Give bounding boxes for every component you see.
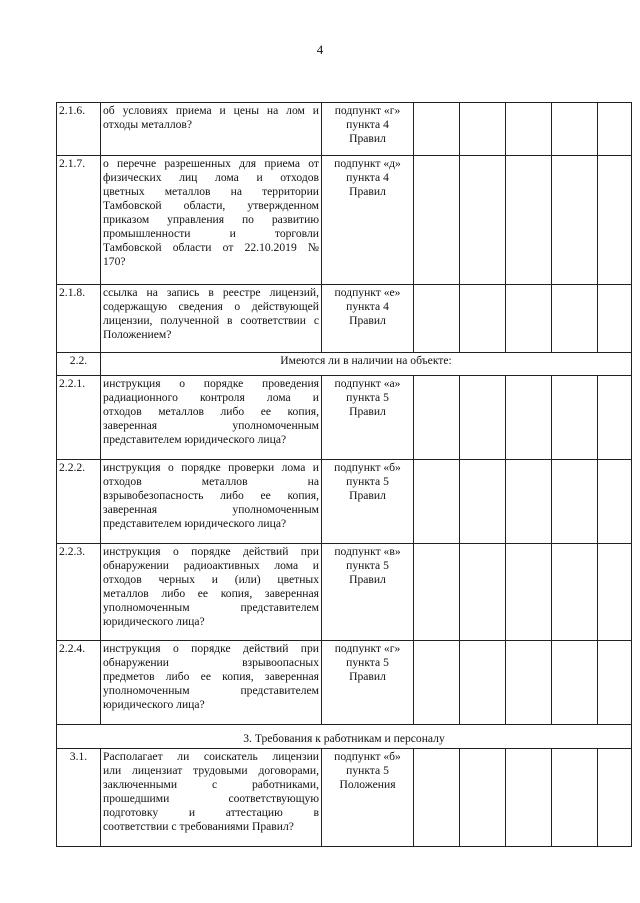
item-question <box>101 749 322 847</box>
answer-cell <box>552 749 598 847</box>
answer-cell <box>598 156 632 285</box>
question-line: инструкция о порядке проведения <box>103 377 319 390</box>
answer-cell <box>460 285 506 353</box>
reference-line: Правил <box>349 132 386 145</box>
answer-cell <box>598 641 632 725</box>
item-number: 2.2.2. <box>57 460 101 544</box>
question-line: ссылка на запись в реестре лицензий, <box>103 286 319 299</box>
question-line: представителем юридического лица? <box>103 517 287 530</box>
question-line: Положением? <box>103 328 172 341</box>
page-number: 4 <box>316 42 324 57</box>
reference-line: подпункт «г» <box>334 104 401 117</box>
question-line: отходов черных и (или) цветных <box>103 573 319 586</box>
reference-line: Правил <box>349 489 386 502</box>
answer-cell <box>460 103 506 156</box>
answer-cell <box>506 285 552 353</box>
answer-cell <box>598 749 632 847</box>
question-line: или лицензиат трудовыми договорами, <box>103 764 319 777</box>
answer-cell <box>414 544 460 641</box>
reference-line: подпункт «е» <box>334 286 401 299</box>
question-line: заверенная уполномоченным <box>103 503 319 516</box>
reference-line: Правил <box>349 670 386 683</box>
question-line: заверенная уполномоченным <box>103 419 319 432</box>
question-line: подготовку и аттестацию в <box>103 806 319 819</box>
reference-line: пункта 4 <box>346 171 389 184</box>
answer-cell <box>506 103 552 156</box>
question-line: физических лиц лома и отходов <box>103 171 319 184</box>
item-question <box>101 103 322 156</box>
question-line: взрывобезопасность либо ее копия, <box>103 489 319 502</box>
legal-reference <box>322 460 414 544</box>
question-line: предметов либо ее копия, заверенная <box>103 670 319 683</box>
group-heading: 3. Требования к работникам и персоналу <box>57 725 632 749</box>
answer-cell <box>552 641 598 725</box>
table-row <box>57 376 632 460</box>
legal-reference <box>322 156 414 285</box>
question-line: уполномоченным представителем <box>103 601 319 614</box>
item-number: 2.1.6. <box>57 103 101 156</box>
answer-cell <box>598 544 632 641</box>
answer-cell <box>414 376 460 460</box>
answer-cell <box>506 749 552 847</box>
table-row <box>57 641 632 725</box>
legal-reference <box>322 544 414 641</box>
answer-cell <box>506 544 552 641</box>
question-line: уполномоченным представителем <box>103 684 319 697</box>
answer-cell <box>460 641 506 725</box>
answer-cell <box>552 285 598 353</box>
item-number: 2.2.4. <box>57 641 101 725</box>
answer-cell <box>414 103 460 156</box>
legal-reference <box>322 285 414 353</box>
answer-cell <box>506 156 552 285</box>
question-line: Тамбовской области от 22.10.2019 № <box>103 241 319 254</box>
reference-line: подпункт «в» <box>334 545 401 558</box>
answer-cell <box>506 641 552 725</box>
answer-cell <box>552 544 598 641</box>
answer-cell <box>414 749 460 847</box>
question-line: Тамбовской области, утвержденном <box>103 199 319 212</box>
reference-line: подпункт «г» <box>334 642 401 655</box>
question-line: промышленности и торговли <box>103 227 319 240</box>
answer-cell <box>598 460 632 544</box>
table-row <box>57 285 632 353</box>
question-line: прошедшими соответствующую <box>103 792 319 805</box>
legal-reference <box>322 376 414 460</box>
item-number: 2.1.8. <box>57 285 101 353</box>
answer-cell <box>460 749 506 847</box>
question-line: приказом управления по развитию <box>103 213 319 226</box>
question-line: инструкция о порядке проверки лома и <box>103 461 319 474</box>
section-title: Имеются ли в наличии на объекте: <box>101 353 632 376</box>
item-number: 3.1. <box>57 749 101 847</box>
question-line: отходов металлов на <box>103 475 319 488</box>
item-number: 2.1.7. <box>57 156 101 285</box>
item-number: 2.2.1. <box>57 376 101 460</box>
section-row <box>57 353 632 376</box>
question-line: заключенными с работниками, <box>103 778 319 791</box>
table-row <box>57 156 632 285</box>
reference-line: пункта 5 <box>346 559 389 572</box>
answer-cell <box>460 376 506 460</box>
question-line: металлов либо ее копия, заверенная <box>103 587 319 600</box>
item-question <box>101 544 322 641</box>
table-row <box>57 460 632 544</box>
answer-cell <box>598 103 632 156</box>
answer-cell <box>506 376 552 460</box>
item-question <box>101 460 322 544</box>
answer-cell <box>552 460 598 544</box>
answer-cell <box>414 156 460 285</box>
reference-line: Правил <box>349 573 386 586</box>
item-question <box>101 156 322 285</box>
reference-line: подпункт «б» <box>334 461 401 474</box>
reference-line: пункта 4 <box>346 118 389 131</box>
table-row <box>57 103 632 156</box>
question-line: 170? <box>103 255 126 268</box>
question-line: юридического лица? <box>103 698 205 711</box>
answer-cell <box>460 460 506 544</box>
question-line: инструкция о порядке действий при <box>103 642 319 655</box>
answer-cell <box>460 156 506 285</box>
reference-line: пункта 5 <box>346 391 389 404</box>
checklist-body <box>57 103 632 847</box>
question-line: о перечне разрешенных для приема от <box>103 157 319 170</box>
question-line: обнаружении взрывоопасных <box>103 656 319 669</box>
reference-line: Положения <box>339 778 396 791</box>
heading-row <box>57 725 632 749</box>
legal-reference <box>322 749 414 847</box>
answer-cell <box>598 285 632 353</box>
reference-line: Правил <box>349 405 386 418</box>
answer-cell <box>414 460 460 544</box>
reference-line: пункта 5 <box>346 475 389 488</box>
answer-cell <box>506 460 552 544</box>
question-line: об условиях приема и цены на лом и <box>103 104 319 117</box>
checklist-table <box>56 102 632 847</box>
reference-line: пункта 4 <box>346 300 389 313</box>
reference-line: пункта 5 <box>346 656 389 669</box>
question-line: радиационного контроля лома и <box>103 391 319 404</box>
question-line: Располагает ли соискатель лицензии <box>103 750 319 763</box>
item-question <box>101 285 322 353</box>
reference-line: подпункт «б» <box>334 750 401 763</box>
reference-line: подпункт «а» <box>334 377 401 390</box>
item-question <box>101 376 322 460</box>
item-question <box>101 641 322 725</box>
answer-cell <box>552 376 598 460</box>
legal-reference <box>322 641 414 725</box>
question-line: лицензии, полученной в соответствии с <box>103 314 319 327</box>
section-number: 2.2. <box>57 353 101 376</box>
answer-cell <box>552 103 598 156</box>
table-row <box>57 749 632 847</box>
answer-cell <box>414 641 460 725</box>
question-line: отходы металлов? <box>103 118 193 131</box>
question-line: представителем юридического лица? <box>103 433 287 446</box>
reference-line: Правил <box>349 185 386 198</box>
reference-line: пункта 5 <box>346 764 389 777</box>
answer-cell <box>414 285 460 353</box>
question-line: содержащую сведения о действующей <box>103 300 319 313</box>
answer-cell <box>460 544 506 641</box>
question-line: инструкция о порядке действий при <box>103 545 319 558</box>
answer-cell <box>552 156 598 285</box>
question-line: обнаружении радиоактивных лома и <box>103 559 319 572</box>
answer-cell <box>598 376 632 460</box>
reference-line: подпункт «д» <box>334 157 401 170</box>
question-line: соответствии с требованиями Правил? <box>103 820 294 833</box>
table-row <box>57 544 632 641</box>
question-line: цветных металлов на территории <box>103 185 319 198</box>
question-line: отходов металлов либо ее копия, <box>103 405 319 418</box>
reference-line: Правил <box>349 314 386 327</box>
item-number: 2.2.3. <box>57 544 101 641</box>
question-line: юридического лица? <box>103 615 205 628</box>
legal-reference <box>322 103 414 156</box>
